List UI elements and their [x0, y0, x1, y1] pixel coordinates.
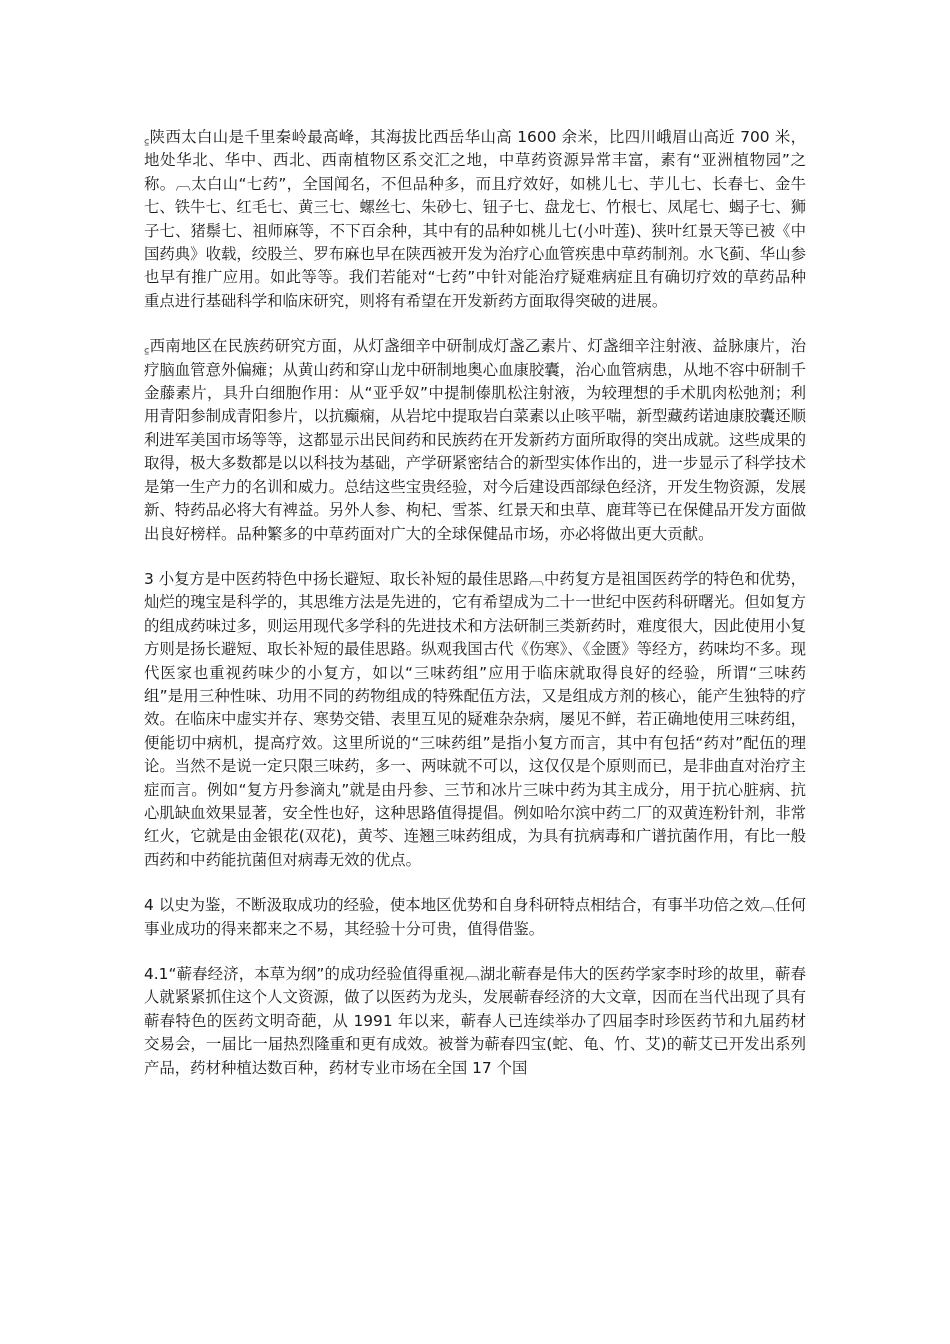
document-page	[144, 126, 806, 1102]
paragraph-small-compound-prescription: 3 小复方是中医药特色中扬长避短、取长补短的最佳思路︹中药复方是祖国医药学的特色和优势，灿烂的瑰宝是科学的，其思维方法是先进的，它有希望成为二十一世纪中医药科研曙光。但如复方的组成药味过多，则运用现代多学科的先进技术和方法研制三类新药时，难度很大，因此使用小复方则是扬长避短、取长补短的最佳思路。纵观我国古代《伤寒》、《金匮》等经方，药味均不多。现代医家也重视药味少的小复方，如以“三味药组”应用于临床就取得良好的经验，所谓“三味药组”是用三种性味、功用不同的药物组成的特殊配伍方法，又是组成方剂的核心，能产生独特的疗效。在临床中虚实并存、寒势交错、表里互见的疑难杂杂病，屡见不鲜，若正确地使用三味药组，便能切中病机，提高疗效。这里所说的“三味药组”是指小复方而言，其中有包括“药对”配伍的理论。当然不是说一定只限三味药，多一、两味就不可以，这仅仅是个原则而已，是非曲直对治疗主症而言。例如“复方丹参滴丸”就是由丹参、三节和冰片三味中药为其主成分，用于抗心脏病、抗心肌缺血效果显著，安全性也好，这种思路值得提倡。例如哈尔滨中药二厂的双黄连粉针剂，非常红火，它就是由金银花(双花)，黄芩、连翘三味药组成，为具有抗病毒和广谱抗菌作用，有比一般西药和中药能抗菌但对病毒无效的优点。	[144, 569, 806, 869]
paragraph-qichun-economy: 4.1“蕲春经济，本草为纲”的成功经验值得重视︹湖北蕲春是伟大的医药学家李时珍的故里，蕲春人就紧紧抓住这个人文资源，做了以医药为龙头，发展蕲春经济的大文章，因而在当代出现了具有蕲春特色的医药文明奇葩，从 1991 年以来，蕲春人已连续举办了四届李时珍医药节和九届药材交易会，一届比一届热烈隆重和更有成效。被誉为蕲春四宝(蛇、龟、竹、艾)的蕲艾已开发出系列产品，药材种植达数百种，药材专业市场在全国 17 个国	[144, 965, 806, 1077]
paragraph-learn-from-history: 4 以史为鉴，不断汲取成功的经验，使本地区优势和自身科研特点相结合，有事半功倍之效︹任何事业成功的得来都来之不易，其经验十分可贵，值得借鉴。	[144, 896, 806, 938]
paragraph-taibai-mountain: ꜁陕西太白山是千里秦岭最高峰，其海拔比西岳华山高 1600 余米，比四川峨眉山高近 700 米，地处华北、华中、西北、西南植物区系交汇之地，中草药资源异常丰富，素有“亚洲植物园”之称。︹太白山“七药”，全国闻名，不但品种多，而且疗效好，如桃儿七、芋儿七、长春七、金牛七、铁牛七、红毛七、黄三七、螺丝七、朱砂七、钮子七、盘龙七、竹根七、凤尾七、蝎子七、狮子七、猪鬃七、祖师麻等，不下百余种，其中有的品种如桃儿七(小叶莲)、狭叶红景天等已被《中国药典》收载，绞股兰、罗布麻也早在陕西被开发为治疗心血管疾患中草药制剂。水飞蓟、华山参也早有推广应用。如此等等。我们若能对“七药”中针对能治疗疑难病症且有确切疗效的草药品种重点进行基础科学和临床研究，则将有希望在开发新药方面取得突破的进展。	[144, 128, 806, 310]
paragraph-southwest-ethnic-medicine: ꜁西南地区在民族药研究方面，从灯盏细辛中研制成灯盏乙素片、灯盏细辛注射液、益脉康片，治疗脑血管意外偏瘫；从黄山药和穿山龙中研制地奥心血康胶囊，治心血管病患，从地不容中研制千金藤素片，具升白细胞作用：从“亚乎奴”中提制傣肌松注射液，为较理想的手术肌肉松弛剂；利用青阳参制成青阳参片，以抗癫痫，从岩坨中提取岩白菜素以止咳平喘，新型藏药诺迪康胶囊还顺利进军美国市场等等，这都显示出民间药和民族药在开发新药方面所取得的突出成就。这些成果的取得，极大多数都是以以科技为基础，产学研紧密结合的新型实体作出的，进一步显示了科学技术是第一生产力的名训和威力。总结这些宝贵经验，对今后建设西部绿色经济，开发生物资源，发展新、特药品必将大有裨益。另外人参、枸杞、雪茶、红景天和虫草、鹿茸等已在保健品开发方面做出良好榜样。品种繁多的中草药面对广大的全球保健品市场，亦必将做出更大贡献。	[144, 337, 806, 543]
